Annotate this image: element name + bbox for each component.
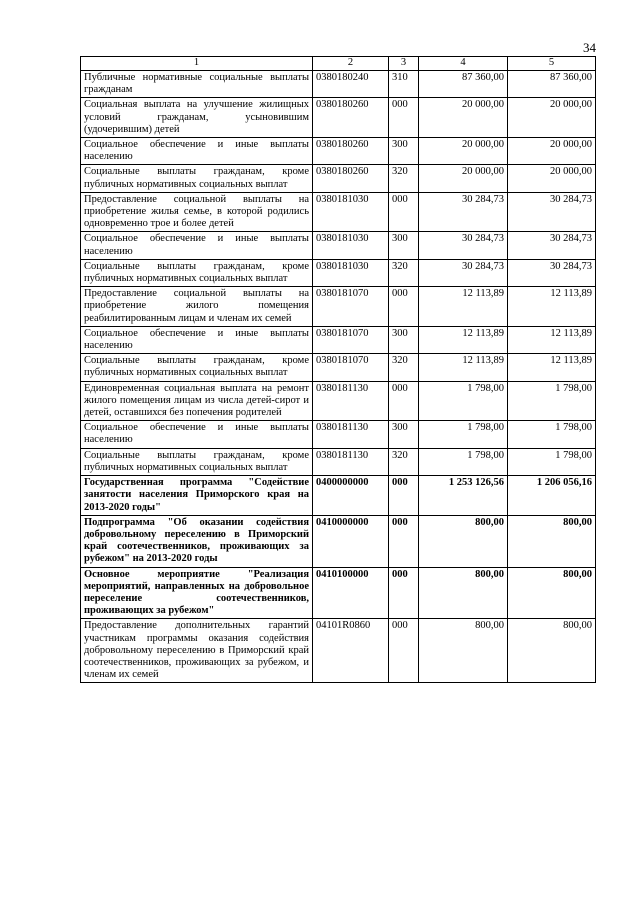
table-row bbox=[81, 259, 596, 286]
row-name: Предоставление социальной выплаты на приобретение жилья семье, в которой родились одновременно трое и более детей bbox=[81, 192, 313, 232]
row-kind: 300 bbox=[389, 326, 419, 353]
row-value-col5: 87 360,00 bbox=[508, 71, 596, 98]
row-code: 0380181070 bbox=[313, 287, 389, 327]
row-value-col4: 12 113,89 bbox=[419, 354, 508, 381]
row-kind: 320 bbox=[389, 165, 419, 192]
row-value-col5: 20 000,00 bbox=[508, 98, 596, 138]
row-value-col5: 800,00 bbox=[508, 619, 596, 683]
table-row bbox=[81, 192, 596, 232]
row-value-col5: 20 000,00 bbox=[508, 165, 596, 192]
table-row bbox=[81, 138, 596, 165]
row-value-col4: 20 000,00 bbox=[419, 98, 508, 138]
row-kind: 320 bbox=[389, 354, 419, 381]
header-col-2: 2 bbox=[313, 57, 389, 71]
row-value-col4: 1 798,00 bbox=[419, 421, 508, 448]
header-col-3: 3 bbox=[389, 57, 419, 71]
row-code: 0380180240 bbox=[313, 71, 389, 98]
row-value-col4: 1 798,00 bbox=[419, 381, 508, 421]
row-code: 0380181030 bbox=[313, 259, 389, 286]
row-value-col4: 30 284,73 bbox=[419, 232, 508, 259]
row-name: Социальные выплаты гражданам, кроме публичных нормативных социальных выплат bbox=[81, 165, 313, 192]
row-value-col4: 87 360,00 bbox=[419, 71, 508, 98]
table-row bbox=[81, 448, 596, 475]
row-value-col5: 1 798,00 bbox=[508, 381, 596, 421]
row-value-col4: 800,00 bbox=[419, 515, 508, 567]
row-kind: 300 bbox=[389, 421, 419, 448]
row-code: 0380180260 bbox=[313, 165, 389, 192]
table-row bbox=[81, 421, 596, 448]
row-name: Социальное обеспечение и иные выплаты населению bbox=[81, 421, 313, 448]
row-name: Социальное обеспечение и иные выплаты населению bbox=[81, 138, 313, 165]
row-value-col5: 800,00 bbox=[508, 567, 596, 619]
table-row bbox=[81, 567, 596, 619]
row-code: 0410000000 bbox=[313, 515, 389, 567]
row-value-col4: 20 000,00 bbox=[419, 165, 508, 192]
row-code: 0400000000 bbox=[313, 476, 389, 516]
row-value-col5: 1 798,00 bbox=[508, 448, 596, 475]
row-value-col5: 800,00 bbox=[508, 515, 596, 567]
row-kind: 000 bbox=[389, 567, 419, 619]
row-name: Социальные выплаты гражданам, кроме публичных нормативных социальных выплат bbox=[81, 354, 313, 381]
row-value-col5: 30 284,73 bbox=[508, 192, 596, 232]
row-kind: 000 bbox=[389, 192, 419, 232]
row-value-col4: 12 113,89 bbox=[419, 287, 508, 327]
row-name: Социальные выплаты гражданам, кроме публичных нормативных социальных выплат bbox=[81, 259, 313, 286]
row-value-col4: 800,00 bbox=[419, 567, 508, 619]
row-name: Социальные выплаты гражданам, кроме публичных нормативных социальных выплат bbox=[81, 448, 313, 475]
row-name: Социальное обеспечение и иные выплаты населению bbox=[81, 232, 313, 259]
row-kind: 320 bbox=[389, 448, 419, 475]
header-col-5: 5 bbox=[508, 57, 596, 71]
header-row bbox=[81, 57, 596, 71]
row-name: Социальная выплата на улучшение жилищных условий гражданам, усыновившим (удочерившим) детей bbox=[81, 98, 313, 138]
row-kind: 000 bbox=[389, 515, 419, 567]
budget-table bbox=[80, 56, 596, 683]
table-row bbox=[81, 381, 596, 421]
row-kind: 000 bbox=[389, 98, 419, 138]
table-row bbox=[81, 515, 596, 567]
row-kind: 300 bbox=[389, 232, 419, 259]
table-row bbox=[81, 354, 596, 381]
row-kind: 000 bbox=[389, 476, 419, 516]
row-value-col5: 12 113,89 bbox=[508, 287, 596, 327]
row-value-col5: 30 284,73 bbox=[508, 259, 596, 286]
row-name: Предоставление социальной выплаты на приобретение жилого помещения реабилитированным лицам и членам их семей bbox=[81, 287, 313, 327]
row-code: 0380181030 bbox=[313, 192, 389, 232]
row-code: 0380181130 bbox=[313, 381, 389, 421]
table-row bbox=[81, 165, 596, 192]
row-code: 04101R0860 bbox=[313, 619, 389, 683]
row-value-col4: 1 253 126,56 bbox=[419, 476, 508, 516]
row-value-col5: 30 284,73 bbox=[508, 232, 596, 259]
row-value-col5: 12 113,89 bbox=[508, 326, 596, 353]
row-value-col5: 1 206 056,16 bbox=[508, 476, 596, 516]
row-name: Единовременная социальная выплата на ремонт жилого помещения лицам из числа детей-сирот и детей, оставшихся без попечения родителей bbox=[81, 381, 313, 421]
row-kind: 000 bbox=[389, 287, 419, 327]
row-code: 0380181070 bbox=[313, 354, 389, 381]
table-row bbox=[81, 476, 596, 516]
row-code: 0380181130 bbox=[313, 421, 389, 448]
row-code: 0380181030 bbox=[313, 232, 389, 259]
row-code: 0380181130 bbox=[313, 448, 389, 475]
row-value-col5: 1 798,00 bbox=[508, 421, 596, 448]
row-name: Публичные нормативные социальные выплаты гражданам bbox=[81, 71, 313, 98]
row-kind: 320 bbox=[389, 259, 419, 286]
row-value-col4: 12 113,89 bbox=[419, 326, 508, 353]
row-value-col4: 800,00 bbox=[419, 619, 508, 683]
header-col-4: 4 bbox=[419, 57, 508, 71]
row-kind: 000 bbox=[389, 381, 419, 421]
table-row bbox=[81, 98, 596, 138]
row-name: Основное мероприятие "Реализация мероприятий, направленных на добровольное переселение соотечественников, проживающих за рубежом" bbox=[81, 567, 313, 619]
row-value-col4: 30 284,73 bbox=[419, 192, 508, 232]
table-row bbox=[81, 287, 596, 327]
header-col-1: 1 bbox=[81, 57, 313, 71]
row-code: 0380181070 bbox=[313, 326, 389, 353]
page-number: 34 bbox=[583, 40, 596, 55]
row-value-col5: 20 000,00 bbox=[508, 138, 596, 165]
row-name: Подпрограмма "Об оказании содействия добровольному переселению в Приморский край соотечественников, проживающих за рубежом" на 2013-2020 годы bbox=[81, 515, 313, 567]
row-kind: 310 bbox=[389, 71, 419, 98]
row-code: 0380180260 bbox=[313, 138, 389, 165]
row-value-col4: 20 000,00 bbox=[419, 138, 508, 165]
row-value-col4: 1 798,00 bbox=[419, 448, 508, 475]
row-code: 0410100000 bbox=[313, 567, 389, 619]
row-value-col5: 12 113,89 bbox=[508, 354, 596, 381]
row-kind: 300 bbox=[389, 138, 419, 165]
row-name: Предоставление дополнительных гарантий участникам программы оказания содействия добровольному переселению в Приморский край соотечественников, проживающих за рубежом, и членам их семей bbox=[81, 619, 313, 683]
table-row bbox=[81, 619, 596, 683]
row-name: Социальное обеспечение и иные выплаты населению bbox=[81, 326, 313, 353]
row-value-col4: 30 284,73 bbox=[419, 259, 508, 286]
row-code: 0380180260 bbox=[313, 98, 389, 138]
row-kind: 000 bbox=[389, 619, 419, 683]
table-row bbox=[81, 71, 596, 98]
table-row bbox=[81, 232, 596, 259]
row-name: Государственная программа "Содействие занятости населения Приморского края на 2013-2020 годы" bbox=[81, 476, 313, 516]
table-row bbox=[81, 326, 596, 353]
